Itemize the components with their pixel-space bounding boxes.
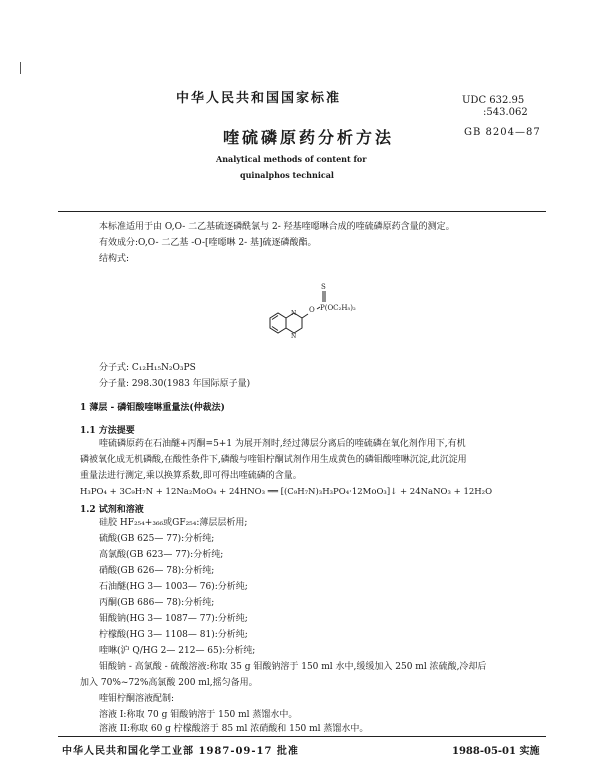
- molecular-formula: 分子式: C₁₂H₁₅N₂O₃PS: [99, 363, 196, 373]
- document-title: 喹硫磷原药分析方法: [223, 128, 395, 147]
- reagent-line: 高氯酸(GB 623— 77):分析纯;: [99, 550, 224, 560]
- udc-subcode: :543.062: [483, 107, 528, 118]
- mixed-solution-line-2: 加入 70%~72%高氯酸 200 ml,摇匀备用。: [80, 678, 258, 688]
- reaction-equation: H₃PO₄ + 3C₉H₇N + 12Na₂MoO₄ + 24HNO₃ ══ [(C₉H₇N)₃H₃PO₄·12MoO₃]↓ + 24NaNO₃ + 12H₂O: [80, 487, 493, 497]
- header-divider: [58, 211, 546, 212]
- preparation-heading: 喹钼柠酮溶液配制:: [99, 694, 175, 704]
- ring-o-bond: [302, 314, 308, 318]
- reagent-line: 石油醚(HG 3— 1003— 76):分析纯;: [99, 582, 248, 592]
- english-title-line-1: Analytical methods of content for: [216, 154, 367, 164]
- reagent-line: 喹啉(沪 Q/HG 2— 212— 65):分析纯;: [99, 646, 256, 656]
- structure-formula: [260, 280, 380, 342]
- reagent-line: 硅胶 HF₂₅₄+₃₆₆或GF₂₅₄:薄层层析用;: [99, 518, 248, 528]
- approval-line: 中华人民共和国化学工业部 1987-09-17 批准: [62, 746, 299, 757]
- molecular-weight: 分子量: 298.30(1983 年国际原子量): [99, 379, 251, 389]
- method-para-line-2: 磷被氧化成无机磷酸,在酸性条件下,磷酸与喹钼柠酮试剂作用生成黄色的磷钼酸喹啉沉淀,此沉淀用: [80, 455, 467, 465]
- ring-n-bottom-label: N: [291, 333, 297, 340]
- solution-2-line: 溶液 II:称取 60 g 柠檬酸溶于 85 ml 浓硝酸和 150 ml 蒸馏水中。: [99, 724, 369, 734]
- solution-1-line: 溶液 I:称取 70 g 钼酸钠溶于 150 ml 蒸馏水中。: [99, 710, 298, 720]
- intro-line-2: 有效成分:O,O- 二乙基 -O-[喹噁啉 2- 基]硫逐磷酸酯。: [99, 238, 317, 248]
- mixed-solution-line-1: 钼酸钠 - 高氯酸 - 硫酸溶液:称取 35 g 钼酸钠溶于 150 ml 水中,缓缓加入 250 ml 浓硫酸,冷却后: [99, 662, 487, 672]
- method-para-line-3: 重量法进行测定,乘以换算系数,即可得出喹硫磷的含量。: [80, 471, 302, 481]
- reagent-line: 硫酸(GB 625— 77):分析纯;: [99, 534, 215, 544]
- sulfur-label: S: [321, 283, 326, 291]
- gb-number: GB 8204—87: [464, 127, 541, 138]
- section-1-heading: 1 薄层 - 磷钼酸喹啉重量法(仲裁法): [80, 403, 225, 413]
- oxygen-label: O: [309, 306, 315, 314]
- method-para-line-1: 喹硫磷原药在石油醚+丙酮=5+1 为展开剂时,经过薄层分离后的喹硫磷在氧化剂作用下,有机: [99, 439, 466, 449]
- english-title-line-2: quinalphos technical: [240, 170, 334, 180]
- section-1-2-heading: 1.2 试剂和溶液: [80, 505, 144, 515]
- reagent-line: 钼酸钠(HG 3— 1087— 77):分析纯;: [99, 614, 248, 624]
- reagent-line: 硝酸(GB 626— 78):分析纯;: [99, 566, 215, 576]
- scan-edge-mark: [20, 62, 21, 74]
- reagent-line: 丙酮(GB 686— 78):分析纯;: [99, 598, 215, 608]
- section-1-1-heading: 1.1 方法提要: [80, 426, 135, 436]
- intro-line-1: 本标准适用于由 O,O- 二乙基硫逐磷酰氯与 2- 羟基喹噁啉合成的喹硫磷原药含量的测定。: [99, 222, 455, 232]
- ring-n-top-label: N: [291, 310, 297, 317]
- udc-code: UDC 632.95: [462, 95, 525, 106]
- reagent-line: 柠檬酸(HG 3— 1108— 81):分析纯;: [99, 630, 248, 640]
- footer-divider: [58, 736, 546, 737]
- effective-date: 1988-05-01 实施: [452, 746, 540, 757]
- intro-line-3: 结构式:: [99, 254, 130, 264]
- phosphorus-group-label: P(OC₂H₅)₂: [320, 304, 356, 312]
- standard-name: 中华人民共和国国家标准: [176, 91, 342, 106]
